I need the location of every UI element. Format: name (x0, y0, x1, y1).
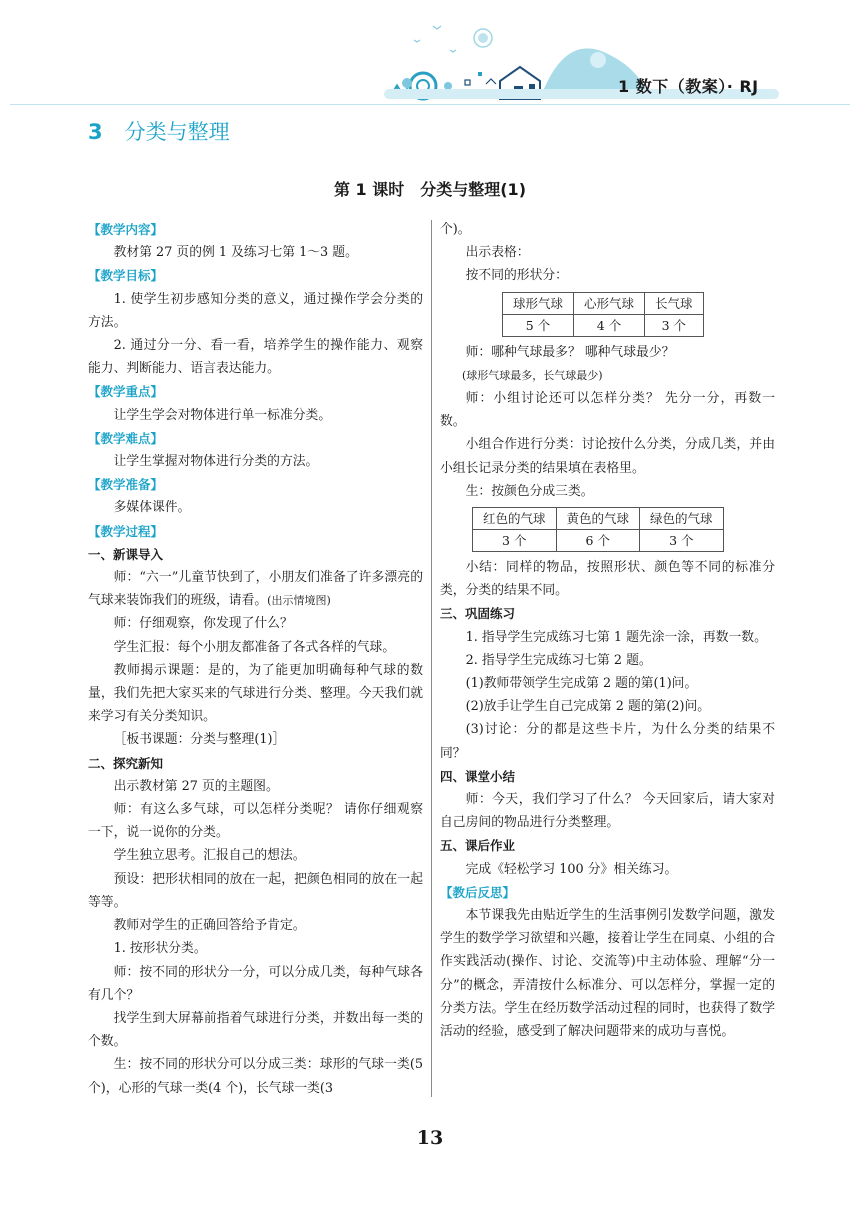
paragraph: 2. 通过分一分、看一看，培养学生的操作能力、观察能力、判断能力、语言表达能力。 (88, 338, 423, 377)
table-row (503, 314, 704, 336)
paragraph: 1. 指导学生完成练习七第 1 题先涂一涂，再数一数。 (465, 629, 767, 645)
paragraph: ［板书课题：分类与整理(1)］ (113, 732, 286, 748)
color-table (472, 507, 724, 552)
table-header-cell: 球形气球 (503, 292, 574, 314)
paragraph: 预设：把形状相同的放在一起，把颜色相同的放在一起等等。 (88, 871, 423, 910)
table-cell: 4 个 (574, 314, 645, 336)
paragraph: 学生汇报：每个小朋友都准备了各式各样的气球。 (113, 639, 396, 655)
paragraph: 小组合作进行分类：讨论按什么分类，分成几类，并由小组长记录分类的结果填在表格里。 (440, 437, 775, 476)
table-header-cell: 心形气球 (574, 292, 645, 314)
paragraph: 师：按不同的形状分一分，可以分成几类，每种气球各有几个？ (88, 964, 423, 1003)
paragraph: 生：按不同的形状分可以分成三类：球形的气球一类(5 个)，心形的气球一类(4 个)，长气球一类(3 (88, 1057, 423, 1096)
paragraph: 生：按颜色分成三类。 (465, 483, 594, 499)
page-header (0, 0, 860, 112)
paragraph: (球形气球最多，长气球最少) (462, 368, 603, 382)
paragraph: 让学生学会对物体进行单一标准分类。 (113, 407, 332, 423)
section-tag: 【教学目标】 (88, 268, 164, 284)
section-heading: 二、探究新知 (88, 755, 164, 771)
table-header-cell: 黄色的气球 (556, 508, 640, 530)
table-cell: 3 个 (640, 530, 724, 552)
page-number: 13 (416, 1127, 444, 1149)
section-heading: 一、新课导入 (88, 546, 164, 562)
chapter-title: 分类与整理 (124, 120, 230, 144)
table-header-cell: 长气球 (645, 292, 704, 314)
section-tag: 【教学难点】 (88, 430, 164, 446)
section-tag: 【教学过程】 (88, 523, 164, 539)
paragraph: 师：今天，我们学习了什么？ 今天回家后，请大家对自己房间的物品进行分类整理。 (440, 792, 775, 831)
paragraph: 按不同的形状分： (465, 268, 568, 284)
paragraph: 1. 按形状分类。 (113, 941, 207, 957)
chapter-heading (88, 116, 230, 146)
paragraph: 师：有这么多气球，可以怎样分类呢？ 请你仔细观察一下，说一说你的分类。 (88, 802, 423, 841)
paragraph: 本节课我先由贴近学生的生活事例引发数学问题，激发学生的数学学习欲望和兴趣，接着让学生在同桌、小组的合作实践活动(操作、讨论、交流等)中主动体验、理解“分一分”的概念，弄清按什么标准分、可以怎样分，掌握一定的分类方法。学生在经历数学活动过程的同时，也获得了数学活动的经验，感受到了解决问题带来的成功与喜悦。 (440, 908, 775, 1040)
paragraph: 找学生到大屏幕前指着气球进行分类，并数出每一类的个数。 (88, 1010, 423, 1050)
left-column (88, 218, 423, 1100)
shape-table (502, 292, 704, 337)
paragraph: 出示表格： (465, 245, 530, 261)
paragraph: (1)教师带领学生完成第 2 题的第(1)问。 (465, 676, 698, 692)
paragraph: 师：仔细观察，你发现了什么？ (113, 616, 293, 632)
section-heading: 三、巩固练习 (440, 606, 516, 622)
paragraph: 个)。 (440, 222, 471, 237)
paragraph: 教师对学生的正确回答给予肯定。 (113, 918, 306, 934)
lesson-title: 第 1 课时 分类与整理(1) (333, 180, 527, 199)
table-row (473, 508, 724, 530)
table-cell: 6 个 (556, 530, 640, 552)
header-divider (10, 104, 850, 105)
paragraph: 师：哪种气球最多？ 哪种气球最少？ (465, 344, 675, 360)
paragraph: 2. 指导学生完成练习七第 2 题。 (465, 652, 652, 668)
table-row (473, 530, 724, 552)
table-row (503, 292, 704, 314)
chapter-number: 3 (88, 120, 103, 144)
table-cell: 3 个 (473, 530, 557, 552)
paragraph: 教师揭示课题：是的，为了能更加明确每种气球的数量，我们先把大家买来的气球进行分类、整理。今天我们就来学习有关分类知识。 (88, 662, 423, 725)
paragraph: 小结：同样的物品，按照形状、颜色等不同的标准分类，分类的结果不同。 (440, 560, 775, 599)
section-heading: 四、课堂小结 (440, 768, 516, 784)
section-tag: 【教学准备】 (88, 477, 164, 493)
section-heading: 五、课后作业 (440, 838, 516, 854)
paragraph: 出示教材第 27 页的主题图。 (113, 778, 279, 794)
right-column (440, 218, 775, 1043)
paragraph: 师：小组讨论还可以怎样分类？ 先分一分，再数一数。 (440, 391, 775, 430)
section-tag: 【教后反思】 (440, 884, 516, 900)
paragraph: (2)放手让学生自己完成第 2 题的第(2)问。 (465, 699, 711, 715)
paragraph: 1. 使学生初步感知分类的意义，通过操作学会分类的方法。 (88, 291, 423, 330)
paragraph: 让学生掌握对物体进行分类的方法。 (113, 454, 319, 470)
table-cell: 5 个 (503, 314, 574, 336)
section-tag: 【教学内容】 (88, 222, 164, 237)
paragraph: 师：“六一”儿童节快到了，小朋友们准备了许多漂亮的气球来装饰我们的班级，请看。(出示情境图) (88, 570, 423, 609)
paragraph: (3)讨论：分的都是这些卡片，为什么分类的结果不同？ (440, 722, 775, 761)
paragraph: 多媒体课件。 (113, 500, 191, 516)
table-header-cell: 绿色的气球 (640, 508, 724, 530)
table-header-cell: 红色的气球 (473, 508, 557, 530)
note: (出示情境图) (267, 594, 331, 608)
paragraph: 教材第 27 页的例 1 及练习七第 1～3 题。 (113, 245, 358, 261)
book-title: 1 数下（教案）· RJ (618, 77, 759, 96)
paragraph: 完成《轻松学习 100 分》相关练习。 (465, 861, 678, 877)
table-cell: 3 个 (645, 314, 704, 336)
column-divider (431, 220, 432, 1097)
paragraph: 学生独立思考。汇报自己的想法。 (113, 848, 306, 864)
section-tag: 【教学重点】 (88, 384, 164, 400)
